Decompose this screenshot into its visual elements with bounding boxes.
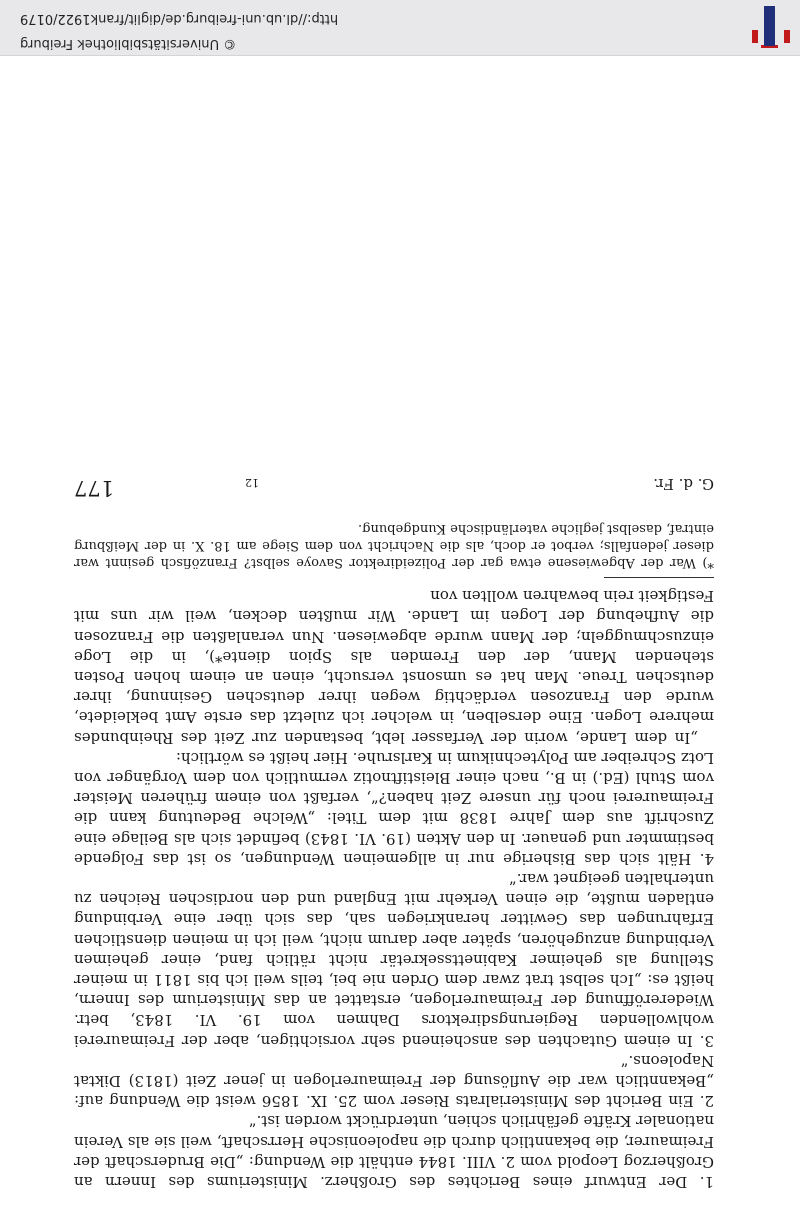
paragraph-3: 3. In einem Gutachten des anscheinend sehr vorsichtigen, aber der Freimaurerei wohlwollenden Regierungsdirektors Dahmen vom 19. VI. 1843, betr. Wiedereröffnung der Freimaurerlogen, erstattet an das Ministerium des Innern, heißt es: „Ich selbst trat zwar dem Orden nie bei, teils weil ich bis 1811 in meiner Stellung als geheimer Kabinettssekretär nicht rätlich fand, einer geheimen Verbindung anzugehören, später aber darum nicht, weil ich in meinen dienstlichen Erfahrungen das Gewitter herankriegen sah, das sich über eine Verbindung entladen mußte, die einen Verkehr mit England und den nordischen Reichen zu unterhalten geeignet war.“ [74,869,714,1050]
page-number: 177 [74,475,115,500]
signature-mark: G. d. Fr. [653,474,714,493]
page-footer [74,468,714,500]
paragraph-4: 4. Hält sich das Bisherige nur in allgemeinen Wendungen, so ist das Folgende bestimmter und genauer. In den Akten (19. VI. 1843) befindet sich als Beilage eine Zuschrift aus dem Jahre 1838 mit dem Titel: „Welche Bedeutung kann die Freimaurerei noch für unsere Zeit haben?“, verfaßt von einem früheren Meister vom Stuhl (Ed.) in B., nach einer Bleistiftnotiz vermutlich von dem Vorgänger von Lotz Schreiber am Polytechnikum in Karlsruhe. Hier heißt es wörtlich: [74,748,714,868]
footnote: *) War der Abgewiesene etwa gar der Polizeidirektor Savoye selbst? Franzöfisch gesinnt war dieser jedenfalls; verbot er doch, als die Nachricht von dem Siege am 18. X. in der Meißburg eintraf, daselbst jegliche vaterländische Kundgebung. [74,520,714,570]
ub-freiburg-logo-icon [750,13,790,53]
paragraph-quote: „In dem Lande, worin der Verfasser lebt, bestanden zur Zeit des Rheinbundes mehrere Logen. Eine derselben, in welcher ich zuletzt das erste Amt bekleidete, wurde den Franzosen verdächtig wegen ihrer deutschen Gesinnung, ihrer deutschen Treue. Man hat es umsonst versucht, einen an einem hohen Posten stehenden Mann, der den Fremden als Spion diente*), in die Loge einzuschmuggeln; der Mann wurde abgewiesen. Nun veranlaßten die Franzosen die Aufhebung der Logen im Lande. Wir mußten decken, weil wir uns mit Festigkeit rein bewahren wollten von [74,587,714,747]
footnote-divider [604,577,714,578]
banner-url-link[interactable]: http://dl.ub.uni-freiburg.de/diglit/frank1922/0179 [20,11,339,26]
paragraph-2: 2. Ein Bericht des Ministerialrats Rieser vom 25. IX. 1856 weist die Wendung auf: „Bekanntlich war die Auflösung der Freimaurerlogen in jener Zeit (1813) Diktat Napoleons.“ [74,1051,714,1111]
document-body [74,182,714,1192]
sheet-mark: 12 [245,475,259,489]
banner-copyright: © Universitätsbibliothek Freiburg [20,36,237,51]
paragraph-1: 1. Der Entwurf eines Berichtes des Großherz. Ministeriums des Innern an Großherzog Leopold vom 2. VIII. 1844 enthält die Wendung: „Die Bruderschaft der Freimaurer, die bekanntlich durch die napoleonische Herrschaft, weil sie als Verein nationaler Kräfte gefährlich schien, unterdrückt worden ist.“ [74,1112,714,1191]
library-banner [0,0,800,56]
